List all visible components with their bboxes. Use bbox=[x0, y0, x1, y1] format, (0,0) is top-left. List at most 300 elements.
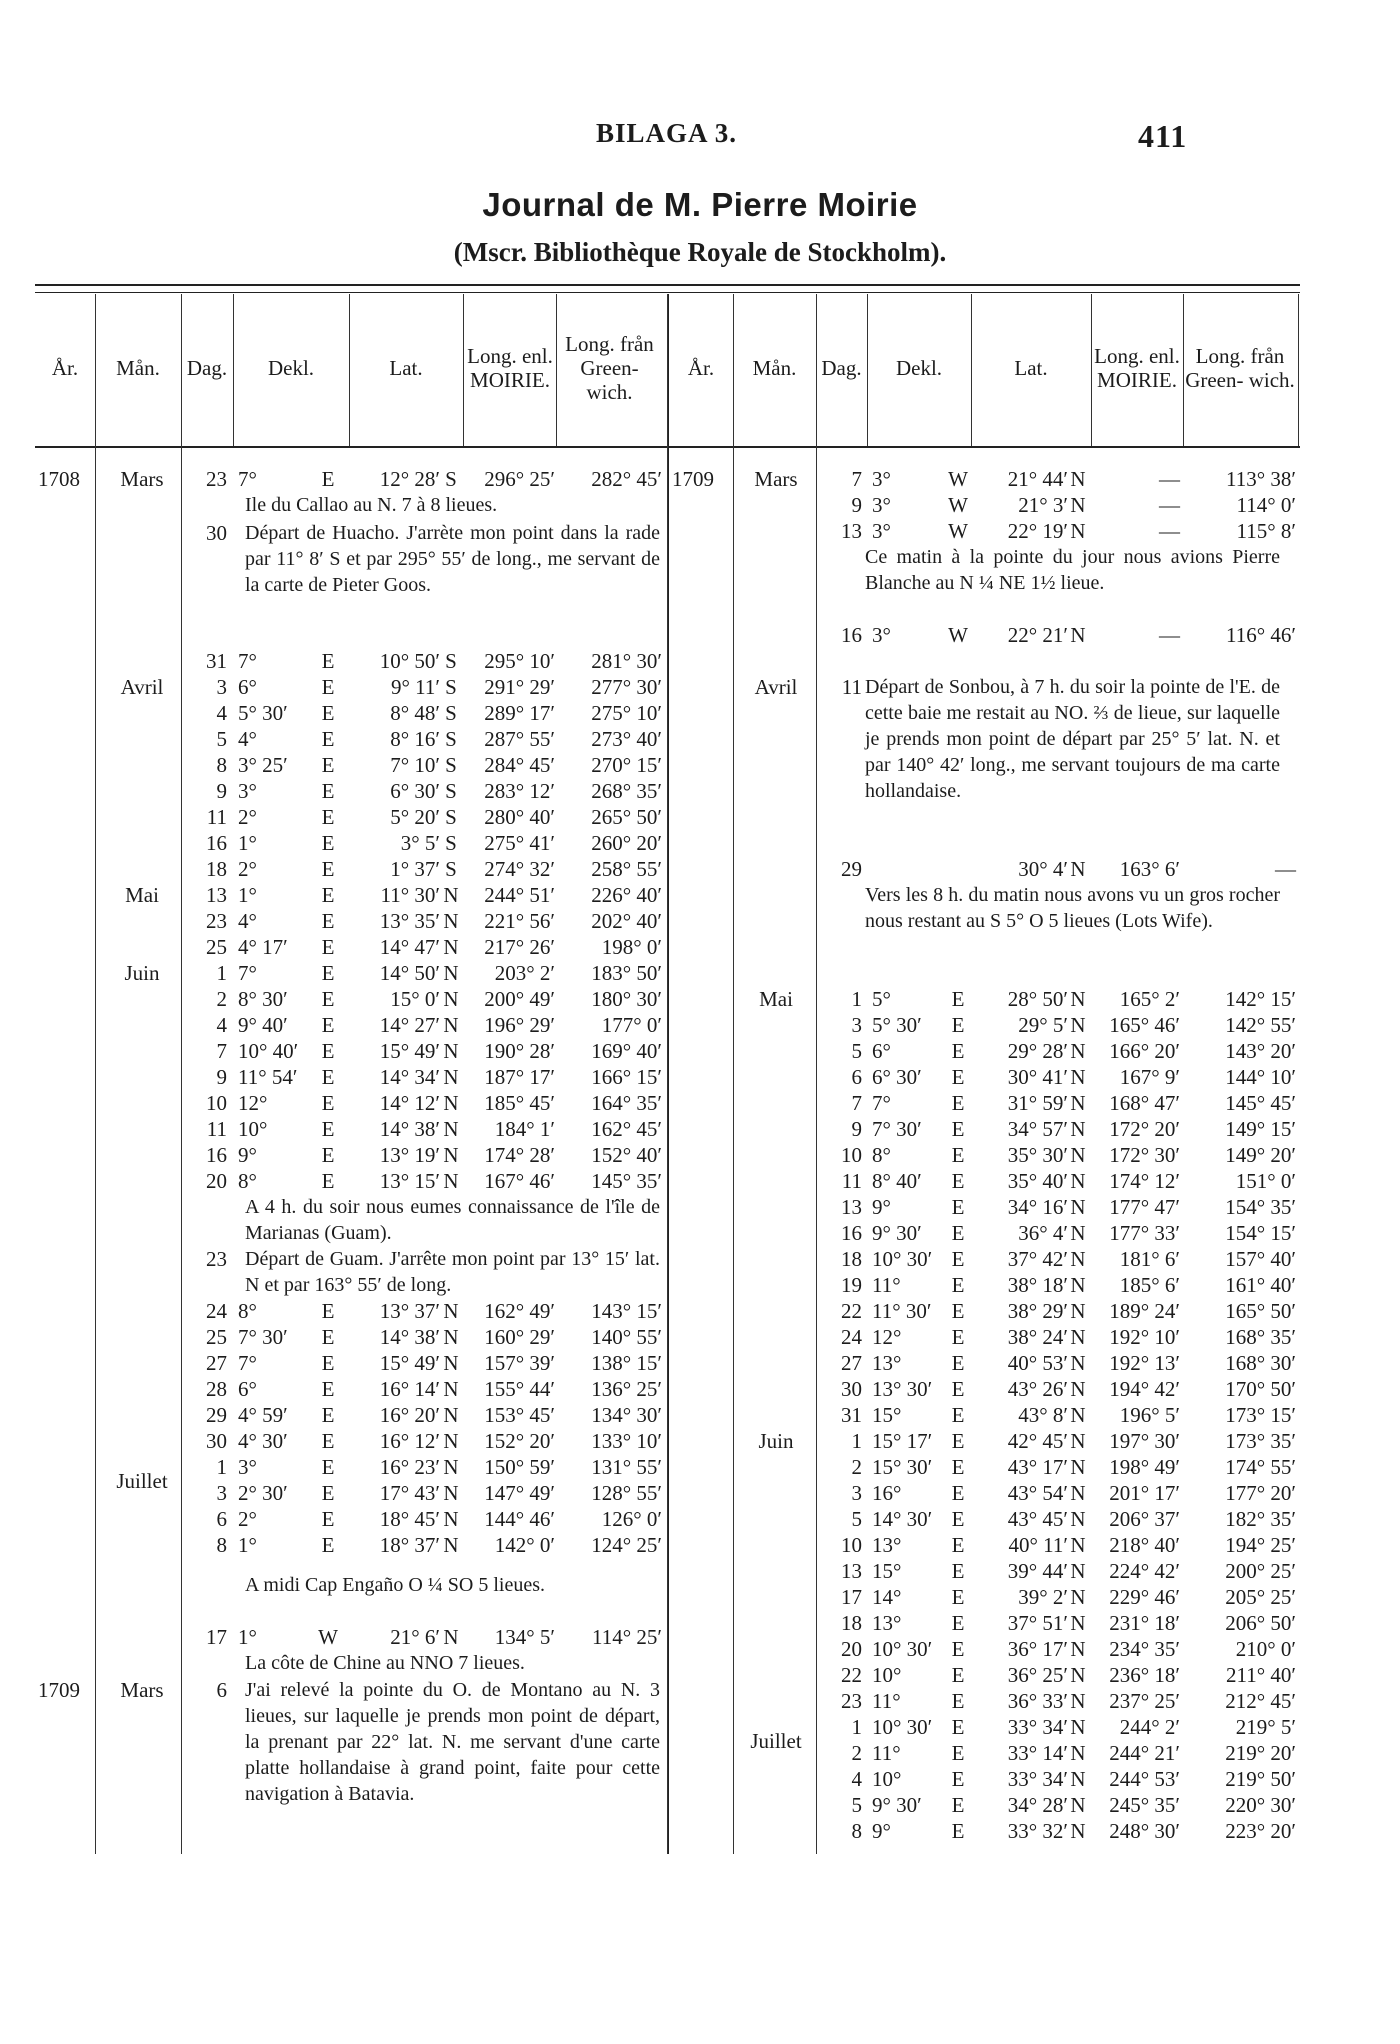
long-enl-cell: — bbox=[1159, 467, 1180, 491]
lat-cell: 39° 44′ bbox=[1007, 1559, 1068, 1583]
decl-dir-cell: E bbox=[321, 727, 335, 751]
lat-cell: 1° 37′ bbox=[390, 857, 440, 881]
long-gw-cell: 205° 25′ bbox=[1225, 1585, 1296, 1609]
lat-cell: 36° 17′ bbox=[1007, 1637, 1068, 1661]
long-enl-cell: 237° 25′ bbox=[1109, 1689, 1180, 1713]
lat-dir-cell: N bbox=[443, 1065, 459, 1089]
lat-dir-cell: N bbox=[1070, 1169, 1086, 1193]
long-gw-cell: 212° 45′ bbox=[1225, 1689, 1296, 1713]
lat-cell: 22° 19′ bbox=[1007, 519, 1068, 543]
lat-dir-cell: N bbox=[443, 1533, 459, 1557]
lat-cell: 38° 18′ bbox=[1007, 1273, 1068, 1297]
lat-dir-cell: N bbox=[443, 1481, 459, 1505]
decl-cell: 4° 30′ bbox=[238, 1429, 288, 1453]
lat-cell: 21° 3′ bbox=[1018, 493, 1068, 517]
lat-cell: 3° 5′ bbox=[400, 831, 440, 855]
lat-dir-cell: N bbox=[1070, 1039, 1086, 1063]
decl-cell: 13° bbox=[872, 1533, 902, 1557]
decl-cell: 8° bbox=[238, 1299, 257, 1323]
day-cell: 9 bbox=[851, 493, 862, 517]
lat-cell: 15° 49′ bbox=[379, 1039, 440, 1063]
long-gw-cell: 177° 0′ bbox=[601, 1013, 662, 1037]
day-cell: 3 bbox=[216, 1481, 227, 1505]
decl-dir-cell: E bbox=[951, 1221, 965, 1245]
lat-cell: 7° 10′ bbox=[390, 753, 440, 777]
long-gw-cell: 219° 20′ bbox=[1225, 1741, 1296, 1765]
decl-cell: 9° bbox=[238, 1143, 257, 1167]
long-gw-cell: 200° 25′ bbox=[1225, 1559, 1296, 1583]
long-enl-cell: 144° 46′ bbox=[484, 1507, 555, 1531]
decl-cell: 6° bbox=[238, 675, 257, 699]
day-cell: 16 bbox=[206, 1143, 227, 1167]
day-cell: 11 bbox=[841, 675, 862, 699]
lat-dir-cell: N bbox=[1070, 987, 1086, 1011]
lat-cell: 40° 53′ bbox=[1007, 1351, 1068, 1375]
long-enl-cell: — bbox=[1159, 519, 1180, 543]
day-cell: 18 bbox=[841, 1611, 862, 1635]
decl-cell: 6° 30′ bbox=[872, 1065, 922, 1089]
page-title: Journal de M. Pierre Moirie bbox=[482, 186, 918, 223]
lat-cell: 14° 34′ bbox=[379, 1065, 440, 1089]
long-gw-cell: 162° 45′ bbox=[591, 1117, 662, 1141]
long-gw-cell: 115° 8′ bbox=[1236, 519, 1296, 543]
column-header-dekl: Dekl. bbox=[267, 356, 315, 380]
day-cell: 25 bbox=[206, 1325, 227, 1349]
long-gw-cell: 219° 50′ bbox=[1225, 1767, 1296, 1791]
day-cell: 27 bbox=[206, 1351, 227, 1375]
day-cell: 19 bbox=[841, 1273, 862, 1297]
decl-dir-cell: E bbox=[951, 1065, 965, 1089]
long-gw-cell: 124° 25′ bbox=[591, 1533, 662, 1557]
long-enl-cell: 206° 37′ bbox=[1109, 1507, 1180, 1531]
day-cell: 10 bbox=[206, 1091, 227, 1115]
long-enl-cell: 172° 20′ bbox=[1109, 1117, 1180, 1141]
lat-cell: 36° 4′ bbox=[1018, 1221, 1068, 1245]
decl-dir-cell: E bbox=[951, 1247, 965, 1271]
month-label: Juillet bbox=[116, 1469, 168, 1493]
decl-cell: 1° bbox=[238, 883, 257, 907]
decl-cell: 14° 30′ bbox=[872, 1507, 933, 1531]
decl-cell: 3° bbox=[238, 1455, 257, 1479]
running-head: BILAGA 3. bbox=[596, 118, 738, 148]
day-cell: 30 bbox=[206, 1429, 227, 1453]
decl-dir-cell: E bbox=[321, 1013, 335, 1037]
lat-cell: 33° 32′ bbox=[1007, 1819, 1068, 1843]
decl-cell: 10° 30′ bbox=[872, 1247, 933, 1271]
note-text: Départ de Huacho. J'arrète mon point dans la rade par 11° 8′ S et par 295° 55′ de long., me servant de la carte de Pieter Goos. bbox=[245, 522, 660, 596]
day-cell: 18 bbox=[841, 1247, 862, 1271]
decl-cell: 3° bbox=[872, 493, 891, 517]
long-enl-cell: 177° 47′ bbox=[1109, 1195, 1180, 1219]
decl-dir-cell: E bbox=[951, 1429, 965, 1453]
long-enl-cell: 155° 44′ bbox=[484, 1377, 555, 1401]
decl-dir-cell: E bbox=[321, 1117, 335, 1141]
day-cell: 6 bbox=[216, 1507, 227, 1531]
lat-cell: 43° 54′ bbox=[1007, 1481, 1068, 1505]
table-row bbox=[0, 1038, 1400, 1064]
day-cell: 7 bbox=[851, 467, 862, 491]
long-gw-cell: 164° 35′ bbox=[591, 1091, 662, 1115]
decl-cell: 8° bbox=[872, 1143, 891, 1167]
decl-cell: 10° bbox=[872, 1767, 902, 1791]
decl-cell: 2° bbox=[238, 1507, 257, 1531]
lat-dir-cell: N bbox=[443, 883, 459, 907]
table-row bbox=[0, 1584, 1400, 1610]
long-gw-cell: 211° 40′ bbox=[1226, 1663, 1296, 1687]
lat-cell: 22° 21′ bbox=[1007, 623, 1068, 647]
day-cell: 4 bbox=[851, 1767, 862, 1791]
table-row bbox=[0, 1662, 1400, 1688]
table-row bbox=[0, 466, 1400, 492]
lat-cell: 36° 25′ bbox=[1007, 1663, 1068, 1687]
lat-cell: 37° 51′ bbox=[1007, 1611, 1068, 1635]
lat-cell: 14° 38′ bbox=[379, 1325, 440, 1349]
day-cell: 27 bbox=[841, 1351, 862, 1375]
decl-cell: 3° bbox=[238, 779, 257, 803]
lat-dir-cell: S bbox=[445, 805, 457, 829]
lat-cell: 35° 40′ bbox=[1007, 1169, 1068, 1193]
journal-note bbox=[865, 674, 1280, 804]
long-gw-cell: 210° 0′ bbox=[1235, 1637, 1296, 1661]
lat-cell: 15° 49′ bbox=[379, 1351, 440, 1375]
long-gw-cell: 223° 20′ bbox=[1225, 1819, 1296, 1843]
lat-cell: 13° 35′ bbox=[379, 909, 440, 933]
lat-cell: 38° 24′ bbox=[1007, 1325, 1068, 1349]
table-row bbox=[0, 856, 1400, 882]
decl-dir-cell: E bbox=[951, 1455, 965, 1479]
table-row bbox=[0, 1818, 1400, 1844]
table-row bbox=[0, 1766, 1400, 1792]
day-cell: 17 bbox=[206, 1625, 227, 1649]
decl-dir-cell: E bbox=[321, 1039, 335, 1063]
column-header-ar: År. bbox=[51, 356, 79, 380]
column-header-long-enl: Long. enl. MOIRIE. bbox=[467, 344, 553, 392]
decl-cell: 15° bbox=[872, 1559, 902, 1583]
lat-dir-cell: N bbox=[1070, 493, 1086, 517]
table-row bbox=[0, 622, 1400, 648]
note-text: Départ de Guam. J'arrête mon point par 13° 15′ lat. N et par 163° 55′ de long. bbox=[245, 1248, 660, 1296]
long-enl-cell: 296° 25′ bbox=[484, 467, 555, 491]
lat-dir-cell: N bbox=[443, 1507, 459, 1531]
decl-cell: 5° bbox=[872, 987, 891, 1011]
long-gw-cell: 183° 50′ bbox=[591, 961, 662, 985]
table-row bbox=[0, 1350, 1400, 1376]
table-top-rule-thin bbox=[35, 292, 1300, 293]
lat-cell: 34° 28′ bbox=[1007, 1793, 1068, 1817]
long-gw-cell: 140° 55′ bbox=[591, 1325, 662, 1349]
lat-cell: 13° 19′ bbox=[379, 1143, 440, 1167]
lat-dir-cell: N bbox=[443, 1455, 459, 1479]
table-row bbox=[0, 1116, 1400, 1142]
long-gw-cell: 133° 10′ bbox=[591, 1429, 662, 1453]
long-enl-cell: 174° 12′ bbox=[1109, 1169, 1180, 1193]
journal-note bbox=[865, 882, 1280, 934]
lat-dir-cell: N bbox=[1070, 1481, 1086, 1505]
long-gw-cell: 145° 45′ bbox=[1225, 1091, 1296, 1115]
decl-dir-cell: E bbox=[951, 1507, 965, 1531]
decl-dir-cell: E bbox=[321, 1507, 335, 1531]
decl-cell: 9° 40′ bbox=[238, 1013, 288, 1037]
decl-cell: 4° bbox=[238, 909, 257, 933]
column-header-dekl: Dekl. bbox=[895, 356, 943, 380]
day-cell: 13 bbox=[841, 519, 862, 543]
decl-dir-cell: E bbox=[321, 1299, 335, 1323]
long-enl-cell: 196° 5′ bbox=[1119, 1403, 1180, 1427]
decl-dir-cell: E bbox=[951, 1611, 965, 1635]
decl-dir-cell: E bbox=[321, 753, 335, 777]
long-enl-cell: 147° 49′ bbox=[484, 1481, 555, 1505]
long-gw-cell: 143° 20′ bbox=[1225, 1039, 1296, 1063]
note-text: Vers les 8 h. du matin nous avons vu un gros rocher nous restant au S 5° O 5 lieues (Lots Wife). bbox=[865, 884, 1280, 932]
decl-cell: 10° bbox=[872, 1663, 902, 1687]
table-row bbox=[0, 1506, 1400, 1532]
decl-dir-cell: E bbox=[951, 1117, 965, 1141]
table-row bbox=[0, 648, 1400, 674]
lat-cell: 29° 5′ bbox=[1018, 1013, 1068, 1037]
decl-cell: 5° 30′ bbox=[238, 701, 288, 725]
lat-cell: 13° 15′ bbox=[379, 1169, 440, 1193]
decl-dir-cell: E bbox=[951, 1663, 965, 1687]
long-enl-cell: 248° 30′ bbox=[1109, 1819, 1180, 1843]
table-row bbox=[0, 1012, 1400, 1038]
long-gw-cell: 128° 55′ bbox=[591, 1481, 662, 1505]
long-enl-cell: 134° 5′ bbox=[494, 1625, 555, 1649]
decl-dir-cell: E bbox=[951, 1039, 965, 1063]
decl-cell: 7° bbox=[238, 467, 257, 491]
day-cell: 16 bbox=[206, 831, 227, 855]
long-gw-cell: 126° 0′ bbox=[601, 1507, 662, 1531]
long-gw-cell: 258° 55′ bbox=[591, 857, 662, 881]
decl-dir-cell: E bbox=[951, 1689, 965, 1713]
table-row bbox=[0, 986, 1400, 1012]
lat-dir-cell: N bbox=[1070, 1299, 1086, 1323]
long-enl-cell: 153° 45′ bbox=[484, 1403, 555, 1427]
lat-cell: 34° 57′ bbox=[1007, 1117, 1068, 1141]
day-cell: 17 bbox=[841, 1585, 862, 1609]
day-cell: 2 bbox=[216, 987, 227, 1011]
lat-dir-cell: N bbox=[1070, 1767, 1086, 1791]
column-header-lat: Lat. bbox=[1014, 356, 1048, 380]
decl-cell: 5° 30′ bbox=[872, 1013, 922, 1037]
day-cell: 5 bbox=[216, 727, 227, 751]
long-enl-cell: 200° 49′ bbox=[484, 987, 555, 1011]
lat-dir-cell: N bbox=[1070, 1247, 1086, 1271]
table-row bbox=[0, 1298, 1400, 1324]
decl-dir-cell: E bbox=[951, 1403, 965, 1427]
lat-cell: 39° 2′ bbox=[1018, 1585, 1068, 1609]
long-gw-cell: 173° 15′ bbox=[1225, 1403, 1296, 1427]
lat-dir-cell: N bbox=[443, 1429, 459, 1453]
long-gw-cell: 202° 40′ bbox=[591, 909, 662, 933]
long-gw-cell: 282° 45′ bbox=[591, 467, 662, 491]
day-cell: 11 bbox=[841, 1169, 862, 1193]
lat-dir-cell: N bbox=[443, 961, 459, 985]
long-enl-cell: 185° 45′ bbox=[484, 1091, 555, 1115]
long-gw-cell: 154° 15′ bbox=[1225, 1221, 1296, 1245]
long-enl-cell: 229° 46′ bbox=[1109, 1585, 1180, 1609]
table-row bbox=[0, 1714, 1400, 1740]
long-enl-cell: 150° 59′ bbox=[484, 1455, 555, 1479]
lat-dir-cell: N bbox=[1070, 1195, 1086, 1219]
long-gw-cell: 170° 50′ bbox=[1225, 1377, 1296, 1401]
decl-dir-cell: W bbox=[318, 1625, 338, 1649]
long-enl-cell: 192° 10′ bbox=[1109, 1325, 1180, 1349]
long-enl-cell: 234° 35′ bbox=[1109, 1637, 1180, 1661]
long-gw-cell: 134° 30′ bbox=[591, 1403, 662, 1427]
lat-dir-cell: S bbox=[445, 467, 457, 491]
column-header-long-gw: Long. från Green- wich. bbox=[1185, 344, 1295, 392]
note-text: A midi Cap Engaño O ¼ SO 5 lieues. bbox=[245, 1574, 545, 1596]
decl-cell: 4° bbox=[238, 727, 257, 751]
decl-cell: 9° bbox=[872, 1819, 891, 1843]
decl-cell: 9° 30′ bbox=[872, 1221, 922, 1245]
long-gw-cell: 145° 35′ bbox=[591, 1169, 662, 1193]
decl-dir-cell: E bbox=[951, 1143, 965, 1167]
decl-cell: 11° 30′ bbox=[872, 1299, 932, 1323]
table-row bbox=[0, 1792, 1400, 1818]
lat-cell: 43° 45′ bbox=[1007, 1507, 1068, 1531]
lat-cell: 12° 28′ bbox=[379, 467, 440, 491]
decl-cell: 16° bbox=[872, 1481, 902, 1505]
day-cell: 31 bbox=[841, 1403, 862, 1427]
column-header-ar: År. bbox=[687, 356, 715, 380]
decl-dir-cell: E bbox=[321, 1169, 335, 1193]
long-enl-cell: 168° 47′ bbox=[1109, 1091, 1180, 1115]
day-cell: 13 bbox=[841, 1559, 862, 1583]
long-enl-cell: 189° 24′ bbox=[1109, 1299, 1180, 1323]
month-label: Mai bbox=[759, 987, 793, 1011]
lat-dir-cell: N bbox=[1070, 1533, 1086, 1557]
long-gw-cell: 194° 25′ bbox=[1225, 1533, 1296, 1557]
day-cell: 30 bbox=[841, 1377, 862, 1401]
lat-cell: 14° 12′ bbox=[379, 1091, 440, 1115]
lat-dir-cell: N bbox=[1070, 1377, 1086, 1401]
lat-cell: 9° 11′ bbox=[391, 675, 440, 699]
long-gw-cell: 206° 50′ bbox=[1225, 1611, 1296, 1635]
table-row bbox=[0, 934, 1400, 960]
day-cell: 29 bbox=[206, 1403, 227, 1427]
lat-dir-cell: N bbox=[1070, 1585, 1086, 1609]
lat-dir-cell: N bbox=[443, 1625, 459, 1649]
long-gw-cell: 149° 20′ bbox=[1225, 1143, 1296, 1167]
lat-cell: 40° 11′ bbox=[1008, 1533, 1068, 1557]
day-cell: 22 bbox=[841, 1663, 862, 1687]
lat-dir-cell: N bbox=[443, 1299, 459, 1323]
day-cell: 3 bbox=[851, 1013, 862, 1037]
lat-dir-cell: N bbox=[1070, 1117, 1086, 1141]
long-enl-cell: 198° 49′ bbox=[1109, 1455, 1180, 1479]
decl-dir-cell: E bbox=[321, 883, 335, 907]
year-label: 1708 bbox=[38, 467, 80, 491]
long-gw-cell: 177° 20′ bbox=[1225, 1481, 1296, 1505]
long-enl-cell: 275° 41′ bbox=[484, 831, 555, 855]
column-header-dag: Dag. bbox=[186, 356, 228, 380]
long-gw-cell: 154° 35′ bbox=[1225, 1195, 1296, 1219]
lat-dir-cell: N bbox=[443, 1039, 459, 1063]
lat-dir-cell: N bbox=[1070, 1611, 1086, 1635]
day-cell: 25 bbox=[206, 935, 227, 959]
decl-cell: 13° 30′ bbox=[872, 1377, 933, 1401]
note-text: A 4 h. du soir nous eumes connaissance de l'île de Marianas (Guam). bbox=[245, 1196, 660, 1244]
lat-cell: 14° 27′ bbox=[379, 1013, 440, 1037]
decl-dir-cell: E bbox=[951, 1273, 965, 1297]
long-enl-cell: 196° 29′ bbox=[484, 1013, 555, 1037]
decl-cell: 3° 25′ bbox=[238, 753, 288, 777]
lat-dir-cell: N bbox=[1070, 1273, 1086, 1297]
lat-cell: 8° 48′ bbox=[390, 701, 440, 725]
month-label: Mars bbox=[754, 467, 798, 491]
column-header-dag: Dag. bbox=[821, 356, 862, 380]
day-cell: 9 bbox=[216, 779, 227, 803]
decl-cell: 9° 30′ bbox=[872, 1793, 922, 1817]
decl-dir-cell: E bbox=[321, 1091, 335, 1115]
decl-dir-cell: E bbox=[321, 1533, 335, 1557]
day-cell: 3 bbox=[851, 1481, 862, 1505]
lat-dir-cell: N bbox=[1070, 1559, 1086, 1583]
long-enl-cell: 284° 45′ bbox=[484, 753, 555, 777]
month-label: Juin bbox=[758, 1429, 794, 1453]
journal-note bbox=[865, 544, 1280, 596]
table-row bbox=[0, 1168, 1400, 1194]
decl-dir-cell: W bbox=[948, 467, 968, 491]
decl-dir-cell: E bbox=[951, 1377, 965, 1401]
long-enl-cell: 221° 56′ bbox=[484, 909, 555, 933]
decl-cell: 10° 30′ bbox=[872, 1715, 933, 1739]
lat-dir-cell: S bbox=[445, 649, 457, 673]
decl-cell: 1° bbox=[238, 1625, 257, 1649]
long-enl-cell: 201° 17′ bbox=[1109, 1481, 1180, 1505]
lat-dir-cell: N bbox=[443, 1091, 459, 1115]
note-text: La côte de Chine au NNO 7 lieues. bbox=[245, 1652, 525, 1674]
long-gw-cell: 226° 40′ bbox=[591, 883, 662, 907]
long-enl-cell: 167° 9′ bbox=[1119, 1065, 1180, 1089]
column-rule bbox=[1298, 294, 1299, 446]
long-gw-cell: 220° 30′ bbox=[1225, 1793, 1296, 1817]
long-gw-cell: 144° 10′ bbox=[1225, 1065, 1296, 1089]
table-row bbox=[0, 1324, 1400, 1350]
column-header-long-gw: Long. från Green- wich. bbox=[565, 332, 654, 404]
decl-cell: 3° bbox=[872, 467, 891, 491]
long-enl-cell: 160° 29′ bbox=[484, 1325, 555, 1349]
long-gw-cell: 142° 55′ bbox=[1225, 1013, 1296, 1037]
decl-dir-cell: E bbox=[951, 1325, 965, 1349]
decl-dir-cell: W bbox=[948, 623, 968, 647]
decl-cell: 11° bbox=[872, 1741, 901, 1765]
lat-dir-cell: N bbox=[1070, 519, 1086, 543]
long-enl-cell: 217° 26′ bbox=[484, 935, 555, 959]
day-cell: 20 bbox=[841, 1637, 862, 1661]
month-label: Juin bbox=[124, 961, 160, 985]
lat-cell: 34° 16′ bbox=[1007, 1195, 1068, 1219]
table-row bbox=[0, 1376, 1400, 1402]
day-cell: 28 bbox=[206, 1377, 227, 1401]
table-row bbox=[0, 1402, 1400, 1428]
lat-dir-cell: N bbox=[1070, 1429, 1086, 1453]
month-label: Mars bbox=[120, 467, 164, 491]
lat-cell: 36° 33′ bbox=[1007, 1689, 1068, 1713]
decl-dir-cell: W bbox=[948, 493, 968, 517]
day-cell: 16 bbox=[841, 623, 862, 647]
month-label: Avril bbox=[120, 675, 164, 699]
lat-dir-cell: N bbox=[1070, 1689, 1086, 1713]
decl-cell: 12° bbox=[238, 1091, 268, 1115]
day-cell: 11 bbox=[206, 805, 227, 829]
day-cell: 13 bbox=[841, 1195, 862, 1219]
table-row bbox=[0, 1194, 1400, 1220]
decl-cell: 7° bbox=[872, 1091, 891, 1115]
lat-dir-cell: N bbox=[443, 909, 459, 933]
lat-cell: 18° 45′ bbox=[379, 1507, 440, 1531]
